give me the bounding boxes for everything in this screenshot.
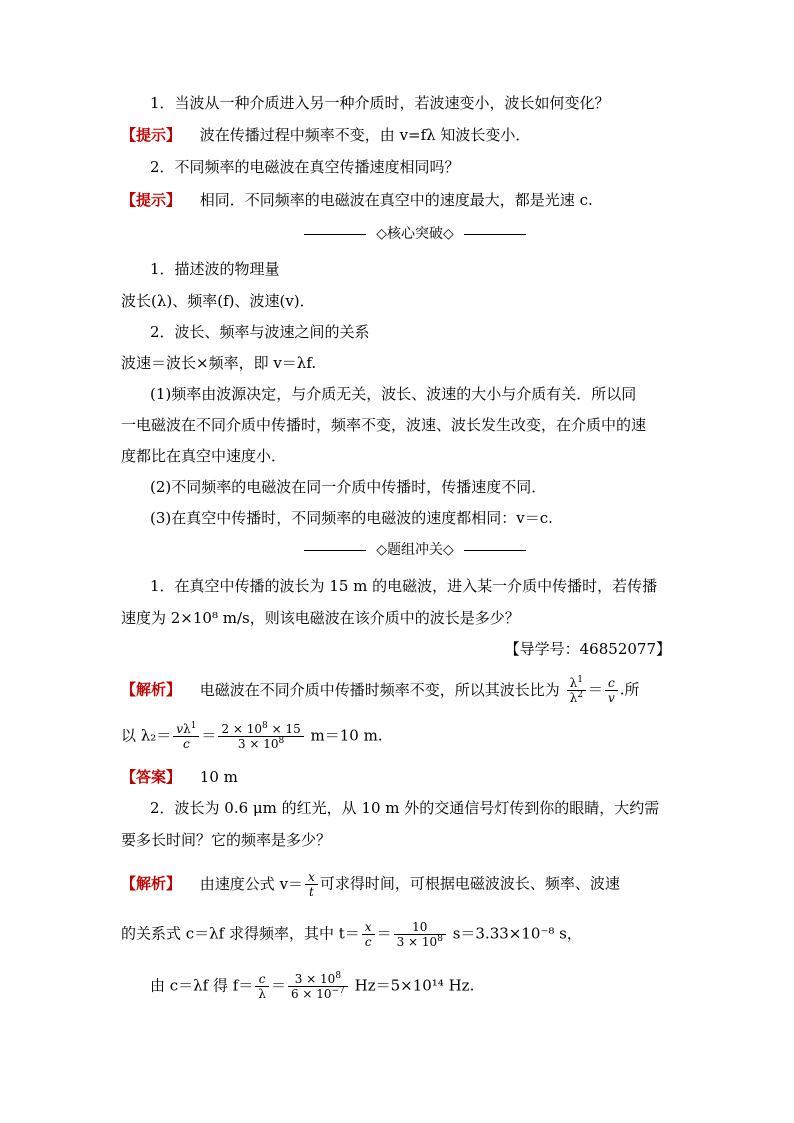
hint-1 — [121, 124, 530, 146]
analysis-tag: 【解析】 — [121, 680, 182, 699]
paragraph: (3)在真空中传播时，不同频率的电磁波的速度都相同：v＝c. — [150, 509, 553, 527]
question-1: 1．当波从一种介质进入另一种介质时，若波速变小，波长如何变化？ — [150, 94, 610, 112]
fraction: $\frac{v\lambda^1}{c}$ — [173, 722, 199, 751]
fraction: $\frac{\lambda^1}{\lambda^2}$ — [567, 676, 586, 705]
analysis-2-text: 的关系式 c＝λf 求得频率，其中 t＝ — [121, 924, 360, 943]
paragraph: 一电磁波在不同介质中传播时，频率不变，波速、波长发生改变，在介质中的速 — [121, 416, 647, 434]
fraction: $\frac{x}{t}$ — [305, 870, 318, 899]
section-title: 题组冲关 — [387, 542, 443, 558]
answer-1 — [121, 766, 238, 788]
heading-2: 2．波长、频率与波速之间的关系 — [150, 323, 370, 341]
section-divider-practice: ◇题组冲关◇ — [304, 539, 526, 561]
analysis-2-cont: 的关系式 c＝λf 求得频率，其中 t＝ $\frac{x}{c}$ ＝ $\frac{10}{3 \times 10^8}$ s＝3.33×10⁻⁸ s， — [121, 920, 582, 949]
fraction: $\frac{c}{\lambda}$ — [255, 972, 269, 1001]
hint-1-text: 波在传播过程中频率不变，由 v=fλ 知波长变小． — [199, 126, 531, 144]
analysis-2-cont: 由 c＝λf 得 f＝ $\frac{c}{\lambda}$ ＝ $\frac{3 \times 10^8}{6 \times 10^{-7}}$ Hz＝5×10¹⁴ Hz. — [150, 971, 475, 1001]
analysis-1-text: 以 λ₂＝ — [121, 726, 172, 745]
fraction: $\frac{3 \times 10^8}{6 \times 10^{-7}}$ — [288, 972, 348, 1001]
paragraph: 波长(λ)、频率(f)、波速(v)． — [121, 292, 315, 310]
analysis-1-cont: 以 λ₂＝ $\frac{v\lambda^1}{c}$ ＝ $\frac{2 \times 10^8 \times 15}{3 \times 10^8}$ m＝10 m. — [121, 721, 383, 751]
exercise-1-cont: 速度为 2×10⁸ m/s，则该电磁波在该介质中的波长是多少？ — [121, 609, 520, 627]
hint-2 — [121, 189, 593, 211]
hint-2-text: 相同．不同频率的电磁波在真空中的速度最大，都是光速 c. — [199, 191, 593, 209]
paragraph: (1)频率由波源决定，与介质无关，波长、波速的大小与介质有关．所以同 — [150, 385, 637, 403]
guide-number: 【导学号：46852077】 — [504, 640, 671, 658]
fraction: $\frac{x}{c}$ — [362, 920, 375, 949]
answer-tag: 【答案】 — [121, 768, 182, 786]
analysis-2-text: 由 c＝λf 得 f＝ — [150, 976, 254, 995]
exercise-1: 1．在真空中传播的波长为 15 m 的电磁波，进入某一介质中传播时，若传播 — [150, 577, 658, 595]
analysis-1: 【解析】 电磁波在不同介质中传播时频率不变，所以其波长比为 $\frac{\lambda^1}{\lambda^2}$ ＝ $\frac{c}{v}$ .所 — [121, 675, 640, 705]
fraction: $\frac{2 \times 10^8 \times 15}{3 \times 10^8}$ — [218, 722, 303, 751]
analysis-2-text: s＝3.33×10⁻⁸ s， — [452, 924, 582, 943]
question-2: 2．不同频率的电磁波在真空传播速度相同吗？ — [150, 158, 460, 176]
analysis-2-text: 可求得时间，可根据电磁波波长、频率、波速 — [319, 874, 620, 893]
analysis-2-text: Hz＝5×10¹⁴ Hz. — [354, 976, 475, 995]
paragraph: (2)不同频率的电磁波在同一介质中传播时，传播速度不同． — [150, 478, 547, 496]
analysis-2-text: 由速度公式 v＝ — [199, 874, 304, 893]
exercise-2-cont: 要多长时间？它的频率是多少？ — [121, 831, 332, 849]
analysis-1-text: 电磁波在不同介质中传播时频率不变，所以其波长比为 — [199, 680, 560, 699]
paragraph: 度都比在真空中速度小． — [121, 447, 287, 465]
section-divider-core: ◇核心突破◇ — [304, 223, 526, 245]
fraction: $\frac{c}{v}$ — [605, 676, 618, 705]
analysis-2 — [121, 870, 620, 899]
hint-tag: 【提示】 — [121, 126, 182, 144]
analysis-tag: 【解析】 — [121, 874, 182, 893]
section-title: 核心突破 — [387, 226, 443, 242]
paragraph: 波速＝波长×频率，即 v＝λf. — [121, 354, 317, 372]
analysis-1-text: m＝10 m. — [310, 726, 383, 745]
answer-1-text: 10 m — [199, 768, 238, 786]
hint-tag: 【提示】 — [121, 191, 182, 209]
fraction: $\frac{10}{3 \times 10^8}$ — [394, 920, 446, 949]
heading-1: 1．描述波的物理量 — [150, 260, 280, 278]
exercise-2: 2．波长为 0.6 μm 的红光，从 10 m 外的交通信号灯传到你的眼睛，大约需 — [150, 799, 660, 817]
